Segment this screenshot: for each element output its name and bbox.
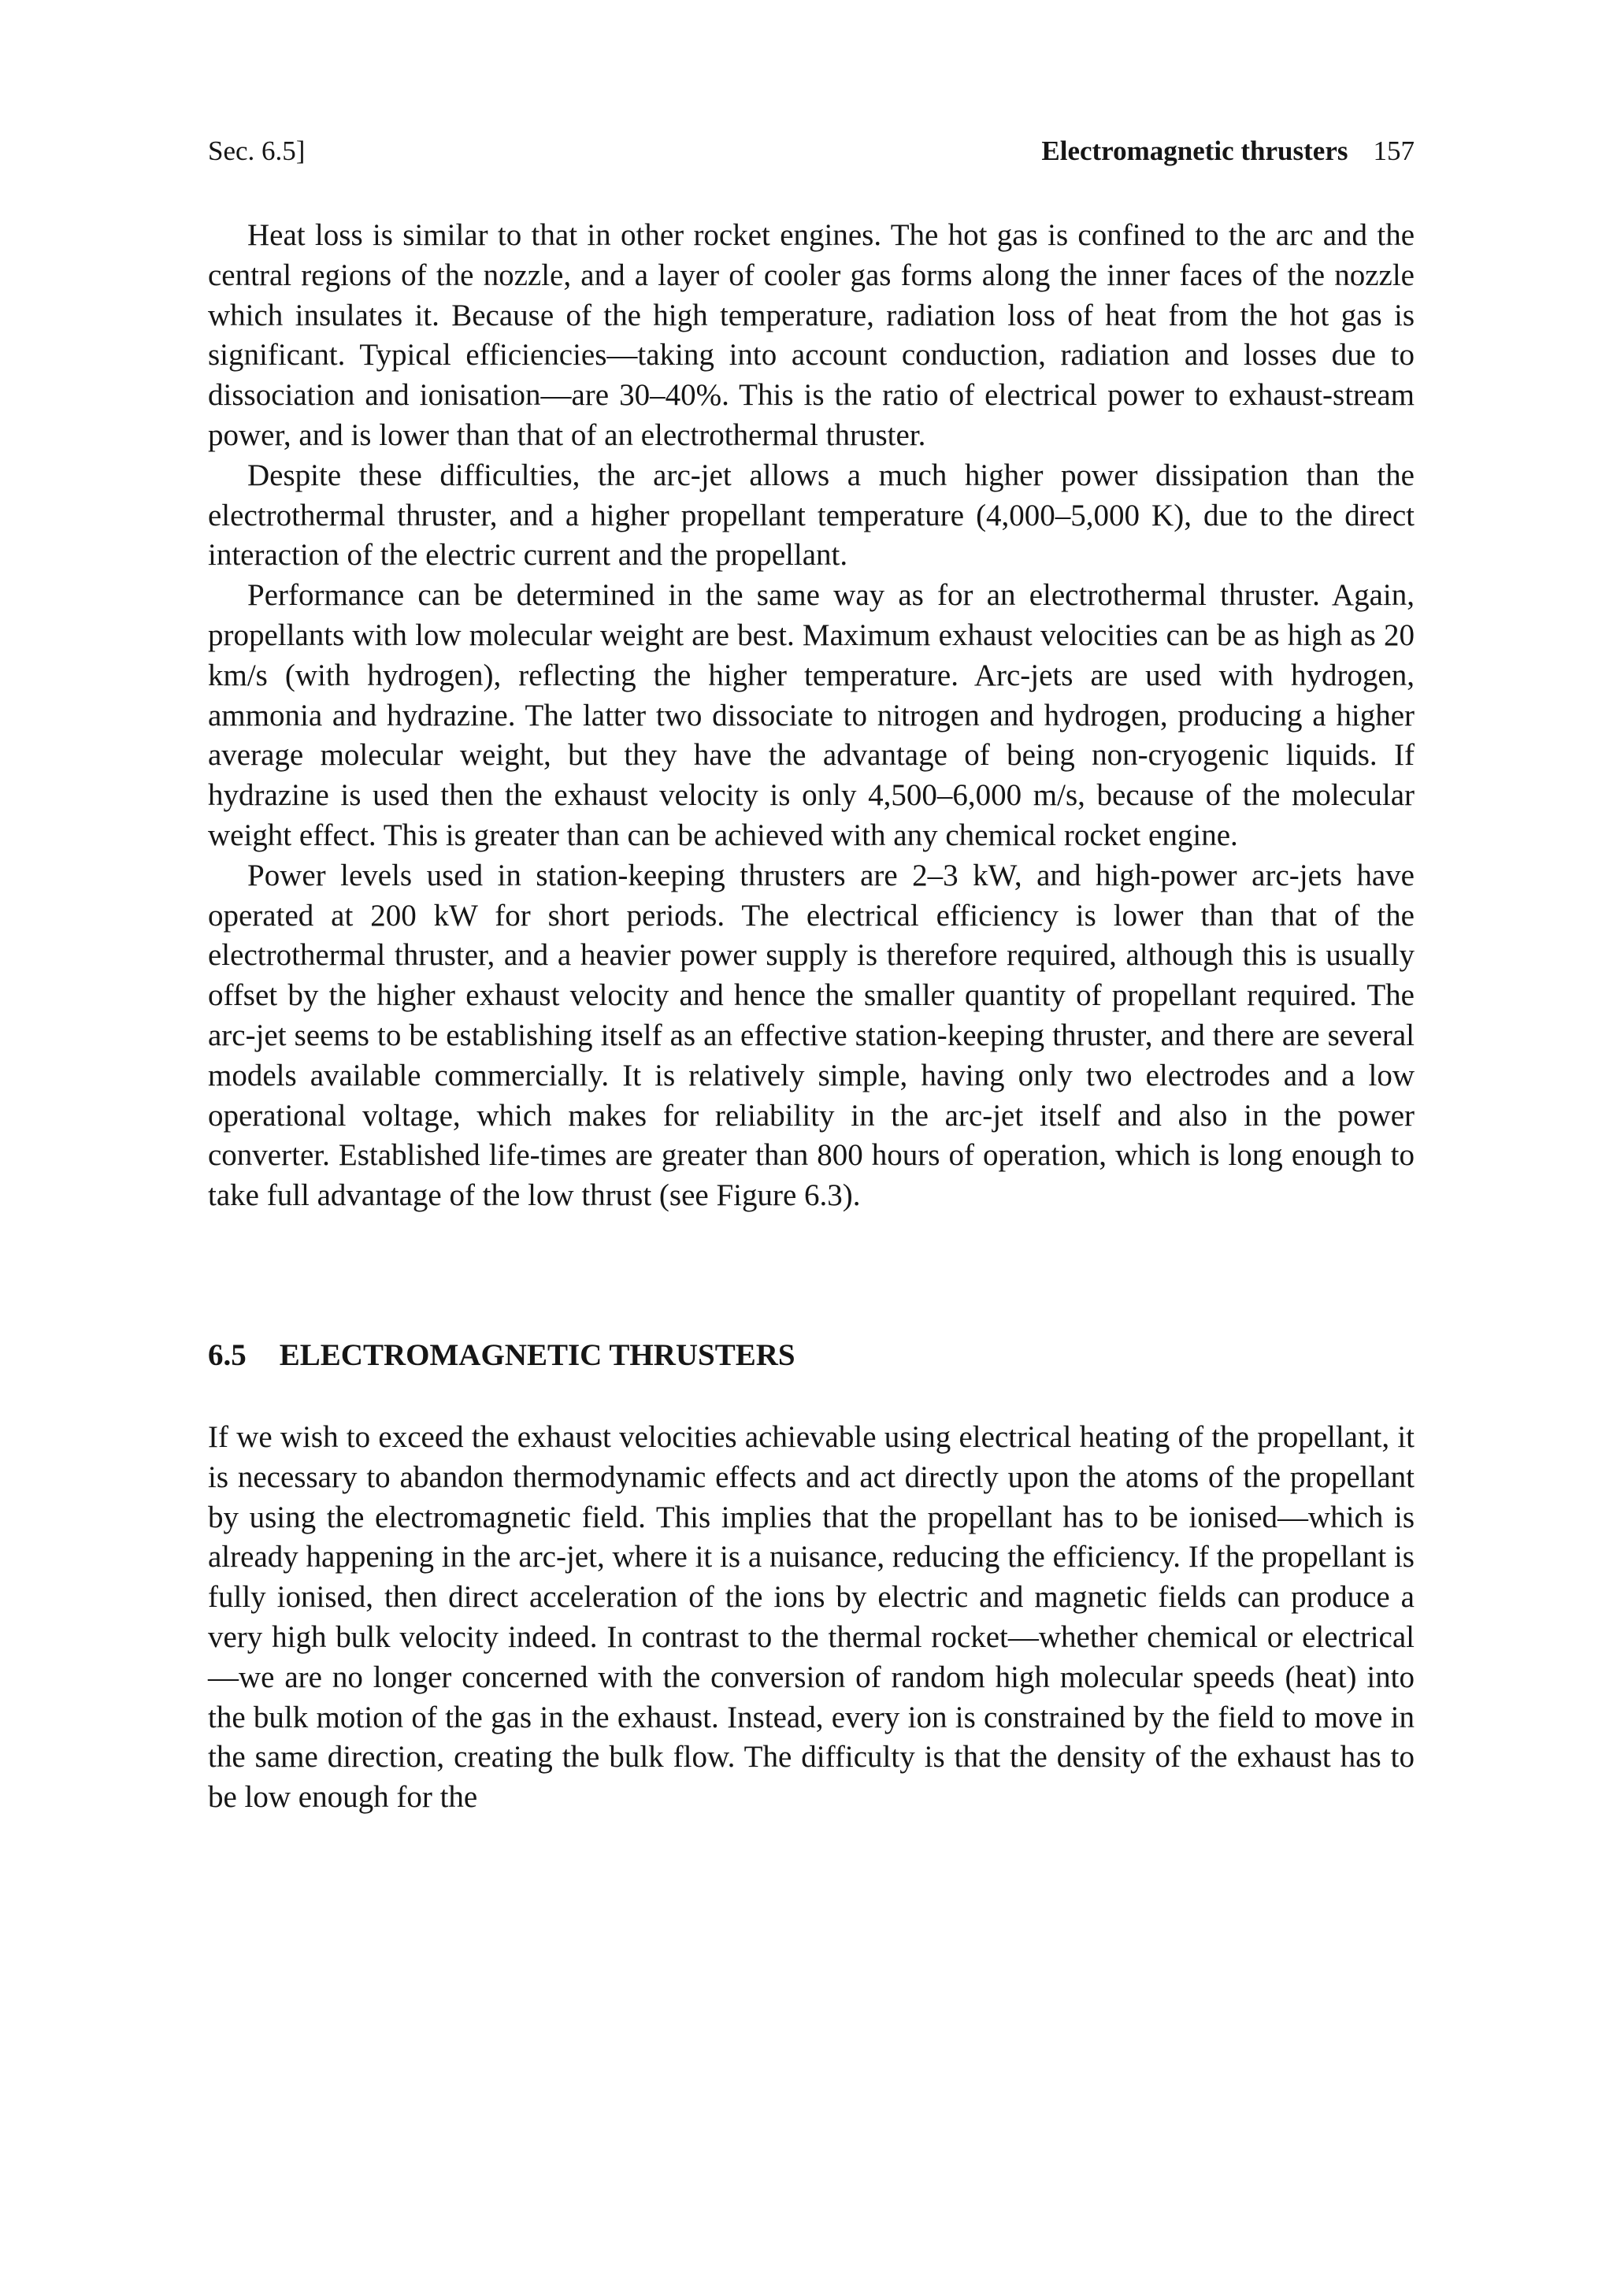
running-head-right (1041, 134, 1415, 169)
paragraph-power-dissipation: Despite these difficulties, the arc-jet allows a much higher power dissipation than the electrothermal thruster, and a higher propellant temperature (4,000–5,000 K), due to the direct interaction of the electric current and the propellant. (208, 458, 1415, 573)
paragraph-performance: Performance can be determined in the same way as for an electrothermal thruster. Again, propellants with low molecular weight are best. Maximum exhaust velocities can be as high as 20 km/s (with hydrogen), reflecting the higher temperature. Arc-jets are used with hydrogen, ammonia and hydrazine. The latter two dissociate to nitrogen and hydrogen, producing a higher average molecular weight, but they have the advantage of being non-cryogenic liquids. If hydrazine is used then the exhaust velocity is only 4,500–6,000 m/s, because of the molecular weight effect. This is greater than can be achieved with any chemical rocket engine. (208, 578, 1415, 852)
book-page (208, 134, 1415, 1818)
section-body (208, 1418, 1415, 1818)
section-number: 6.5 (208, 1337, 247, 1372)
section-reference: Sec. 6.5] (208, 135, 306, 166)
section-heading (208, 1336, 1415, 1375)
paragraph-electromagnetic-intro: If we wish to exceed the exhaust velocities achievable using electrical heating of the propellant, it is necessary to abandon thermodynamic effects and act directly upon the atoms of the propellant by using the electromagnetic field. This implies that the propellant has to be ionised—which is already happening in the arc-jet, where it is a nuisance, reducing the efficiency. If the propellant is fully ionised, then direct acceleration of the ions by electric and magnetic fields can produce a very high bulk velocity indeed. In contrast to the thermal rocket—whether chemical or electrical—we are no longer concerned with the conversion of random high molecular speeds (heat) into the bulk motion of the gas in the exhaust. Instead, every ion is constrained by the field to move in the same direction, creating the bulk flow. The difficulty is that the density of the exhaust has to be low enough for the (208, 1419, 1415, 1815)
paragraph-power-levels: Power levels used in station-keeping thrusters are 2–3 kW, and high-power arc-jets have operated at 200 kW for short periods. The electrical efficiency is lower than that of the electrothermal thruster, and a heavier power supply is therefore required, although this is usually offset by the higher exhaust velocity and hence the smaller quantity of propellant required. The arc-jet seems to be establishing itself as an effective station-keeping thruster, and there are several models available commercially. It is relatively simple, having only two electrodes and a low operational voltage, which makes for reliability in the arc-jet itself and also in the power converter. Established life-times are greater than 800 hours of operation, which is long enough to take full advantage of the low thrust (see Figure 6.3). (208, 858, 1415, 1213)
chapter-title: Electromagnetic thrusters (1041, 135, 1348, 166)
body-text (208, 216, 1415, 1216)
paragraph-heat-loss: Heat loss is similar to that in other rocket engines. The hot gas is confined to the arc and the central regions of the nozzle, and a layer of cooler gas forms along the inner faces of the nozzle which insulates it. Because of the high temperature, radiation loss of heat from the hot gas is significant. Typical efficiencies—taking into account conduction, radiation and losses due to dissociation and ionisation—are 30–40%. This is the ratio of electrical power to exhaust-stream power, and is lower than that of an electrothermal thruster. (208, 218, 1415, 452)
page-number: 157 (1373, 135, 1415, 166)
running-head (208, 134, 1415, 169)
section-title: ELECTROMAGNETIC THRUSTERS (279, 1337, 795, 1372)
